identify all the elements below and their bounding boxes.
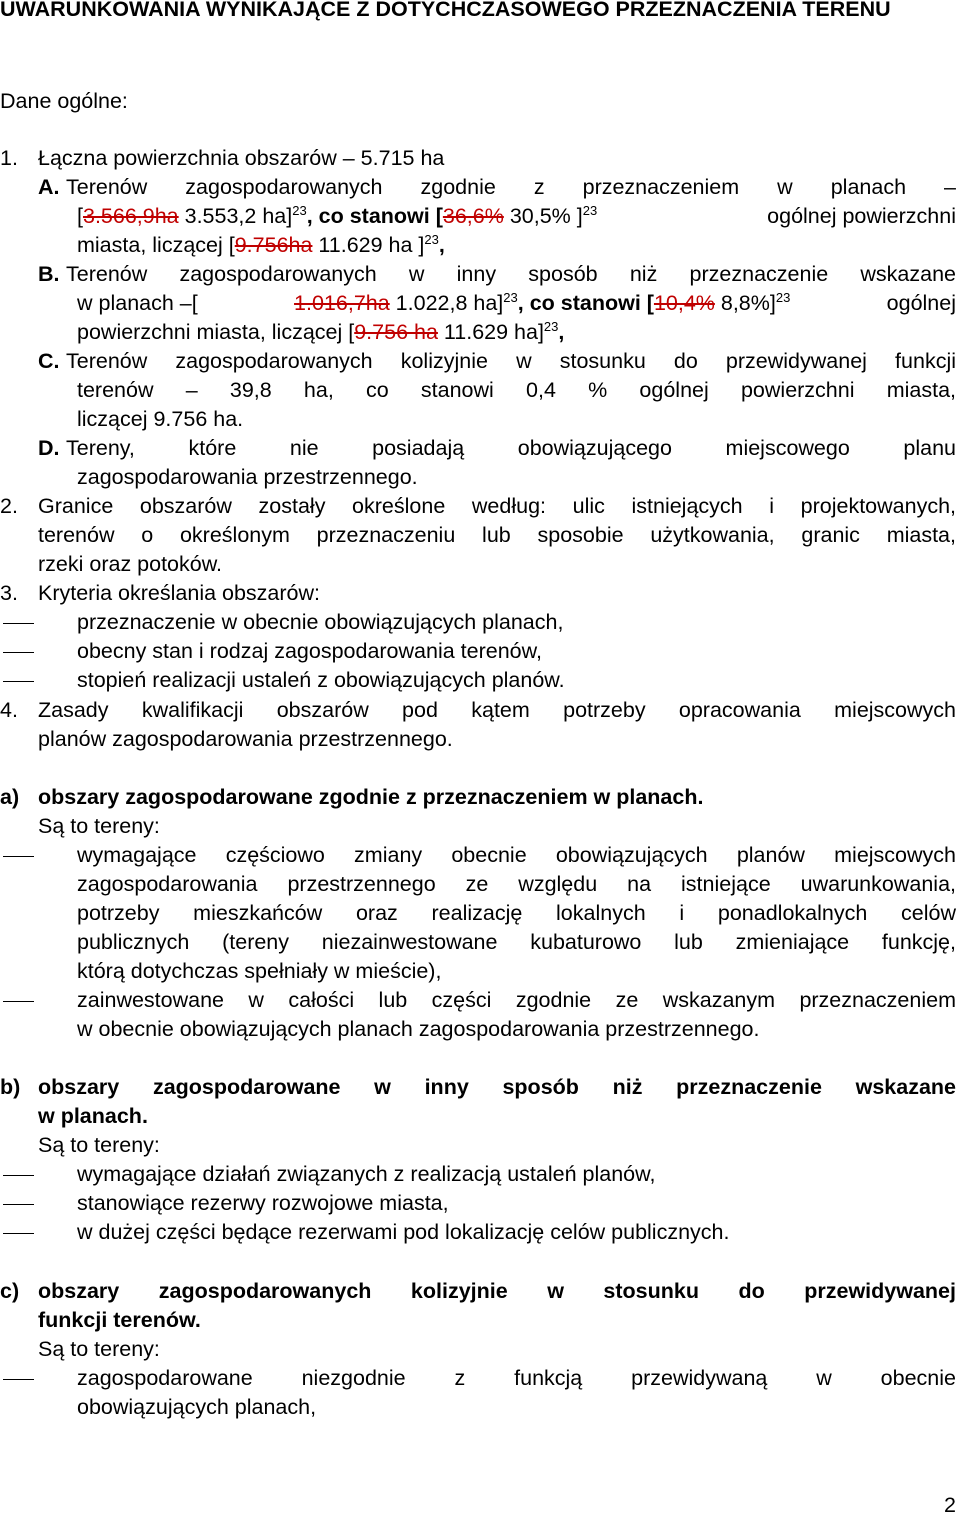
section-c-intro: Są to tereny:: [38, 1337, 160, 1361]
section-a-intro: Są to tereny:: [38, 814, 160, 838]
item-4-number: 4.: [0, 698, 18, 722]
dash-bullet: [3, 623, 34, 624]
page-number: 2: [944, 1493, 956, 1517]
item-2-line-2: terenów o określonym przeznaczeniu lub sposobie użytkowania, granic miasta,: [38, 523, 956, 547]
section-c-title-line-1: obszary zagospodarowanych kolizyjnie w stosunku do przewidywanej: [38, 1279, 956, 1303]
general-data-label: Dane ogólne:: [0, 89, 128, 113]
list-item: wymagające działań związanych z realizacją ustaleń planów,: [77, 1162, 656, 1186]
item-2-number: 2.: [0, 494, 18, 518]
list-item-line: zagospodarowane niezgodnie z funkcją przewidywaną w obecnie: [77, 1366, 956, 1390]
section-c-title-line-2: funkcji terenów.: [38, 1308, 201, 1332]
item-d-letter: D.: [38, 436, 60, 460]
item-d-line-2: zagospodarowania przestrzennego.: [77, 465, 418, 489]
footnote-ref: 23: [543, 318, 559, 334]
item-c-line-2: terenów – 39,8 ha, co stanowi 0,4 % ogólnej powierzchni miasta,: [77, 378, 956, 402]
dash-bullet: [3, 1379, 34, 1380]
item-b-line-2-end: ogólnej: [886, 291, 956, 315]
list-item: w dużej części będące rezerwami pod lokalizację celów publicznych.: [77, 1220, 730, 1244]
item-a-area: [3.566,9ha 3.553,2 ha]$^{23}$, co stanowi [36,6% 30,5% ]$^{23}$: [77, 202, 598, 228]
item-a-line-2: [77, 202, 956, 231]
footnote-ref: 23: [292, 202, 307, 218]
list-item-line: zagospodarowania przestrzennego ze względu na istniejące uwarunkowania,: [77, 872, 956, 896]
list-item-line: którą dotychczas spełniały w mieście),: [77, 959, 442, 983]
item-b-line-1: Terenów zagospodarowanych w inny sposób niż przeznaczenie wskazane: [66, 262, 956, 286]
section-b-title-line-1: obszary zagospodarowane w inny sposób niż przeznaczenie wskazane: [38, 1075, 956, 1099]
item-4-line-2: planów zagospodarowania przestrzennego.: [38, 727, 453, 751]
list-item-line: zainwestowane w całości lub części zgodnie ze wskazanym przeznaczeniem: [77, 988, 956, 1012]
item-3-number: 3.: [0, 581, 18, 605]
list-item-line: potrzeby mieszkańców oraz realizację lokalnych i ponadlokalnych celów: [77, 901, 956, 925]
item-d-line-1: Tereny, które nie posiadają obowiązującego miejscowego planu: [66, 436, 956, 460]
deleted-text: 9.756 ha: [354, 320, 438, 344]
item-1-text: Łączna powierzchnia obszarów – 5.715 ha: [38, 146, 445, 170]
section-b-intro: Są to tereny:: [38, 1133, 160, 1157]
item-4-line-1: Zasady kwalifikacji obszarów pod kątem potrzeby opracowania miejscowych: [38, 698, 956, 722]
deleted-text: 1.016,7ha: [294, 291, 390, 315]
item-b-line-3: powierzchni miasta, liczącej [9.756 ha 11.629 ha]$^{23}$,: [77, 318, 565, 344]
item-2-line-3: rzeki oraz potoków.: [38, 552, 223, 576]
item-2-line-1: Granice obszarów zostały określone według: ulic istniejących i projektowanych,: [38, 494, 956, 518]
deleted-text: 9.756ha: [234, 233, 313, 257]
list-item-line: obowiązujących planach,: [77, 1395, 317, 1419]
item-c-line-3: liczącej 9.756 ha.: [77, 407, 244, 431]
deleted-text: 3.566,9ha: [82, 204, 179, 228]
deleted-text: 36,6%: [442, 204, 504, 228]
section-a-label: a): [0, 785, 20, 809]
item-b-letter: B.: [38, 262, 60, 286]
item-c-line-1: Terenów zagospodarowanych kolizyjnie w stosunku do przewidywanej funkcji: [66, 349, 956, 373]
dash-bullet: [3, 681, 34, 682]
list-item-line: publicznych (tereny niezainwestowane kubaturowo lub zmieniające funkcję,: [77, 930, 956, 954]
list-item: stanowiące rezerwy rozwojowe miasta,: [77, 1191, 449, 1215]
section-c-label: c): [0, 1279, 20, 1303]
section-b-label: b): [0, 1075, 21, 1099]
list-item: obecny stan i rodzaj zagospodarowania terenów,: [77, 639, 542, 663]
item-a-line-2-end: ogólnej powierzchni: [767, 204, 956, 228]
list-item-line: wymagające częściowo zmiany obecnie obowiązujących planów miejscowych: [77, 843, 956, 867]
dash-bullet: [3, 856, 34, 857]
dash-bullet: [3, 1001, 34, 1002]
item-a-line-1: Terenów zagospodarowanych zgodnie z przeznaczeniem w planach –: [66, 175, 956, 199]
footnote-ref: 23: [424, 231, 439, 247]
dash-bullet: [3, 1233, 34, 1234]
deleted-text: 10,4%: [653, 291, 715, 315]
item-a-letter: A.: [38, 175, 60, 199]
item-b-line-2: w planach –[ 1.016,7ha 1.022,8 ha]$^{23}$, co stanowi [10,4% 8,8%]$^{23}$ ogólnej: [77, 289, 956, 318]
footnote-ref: 23: [582, 202, 598, 218]
list-item: przeznaczenie w obecnie obowiązujących planach,: [77, 610, 564, 634]
dash-bullet: [3, 1204, 34, 1205]
item-1-number: 1.: [0, 146, 18, 170]
dash-bullet: [3, 652, 34, 653]
item-3-text: Kryteria określania obszarów:: [38, 581, 321, 605]
section-a-title: obszary zagospodarowane zgodnie z przeznaczeniem w planach.: [38, 785, 704, 809]
section-b-title-line-2: w planach.: [38, 1104, 148, 1128]
list-item: stopień realizacji ustaleń z obowiązujących planów.: [77, 668, 565, 692]
item-a-line-3: miasta, liczącej [9.756ha 11.629 ha ]$^{23}$,: [77, 231, 445, 257]
footnote-ref: 23: [503, 289, 518, 305]
page-heading: UWARUNKOWANIA WYNIKAJĄCE Z DOTYCHCZASOWEGO PRZEZNACZENIA TERENU: [0, 0, 891, 21]
footnote-ref: 23: [775, 289, 791, 305]
dash-bullet: [3, 1175, 34, 1176]
item-c-letter: C.: [38, 349, 60, 373]
list-item-line: w obecnie obowiązujących planach zagospodarowania przestrzennego.: [77, 1017, 760, 1041]
